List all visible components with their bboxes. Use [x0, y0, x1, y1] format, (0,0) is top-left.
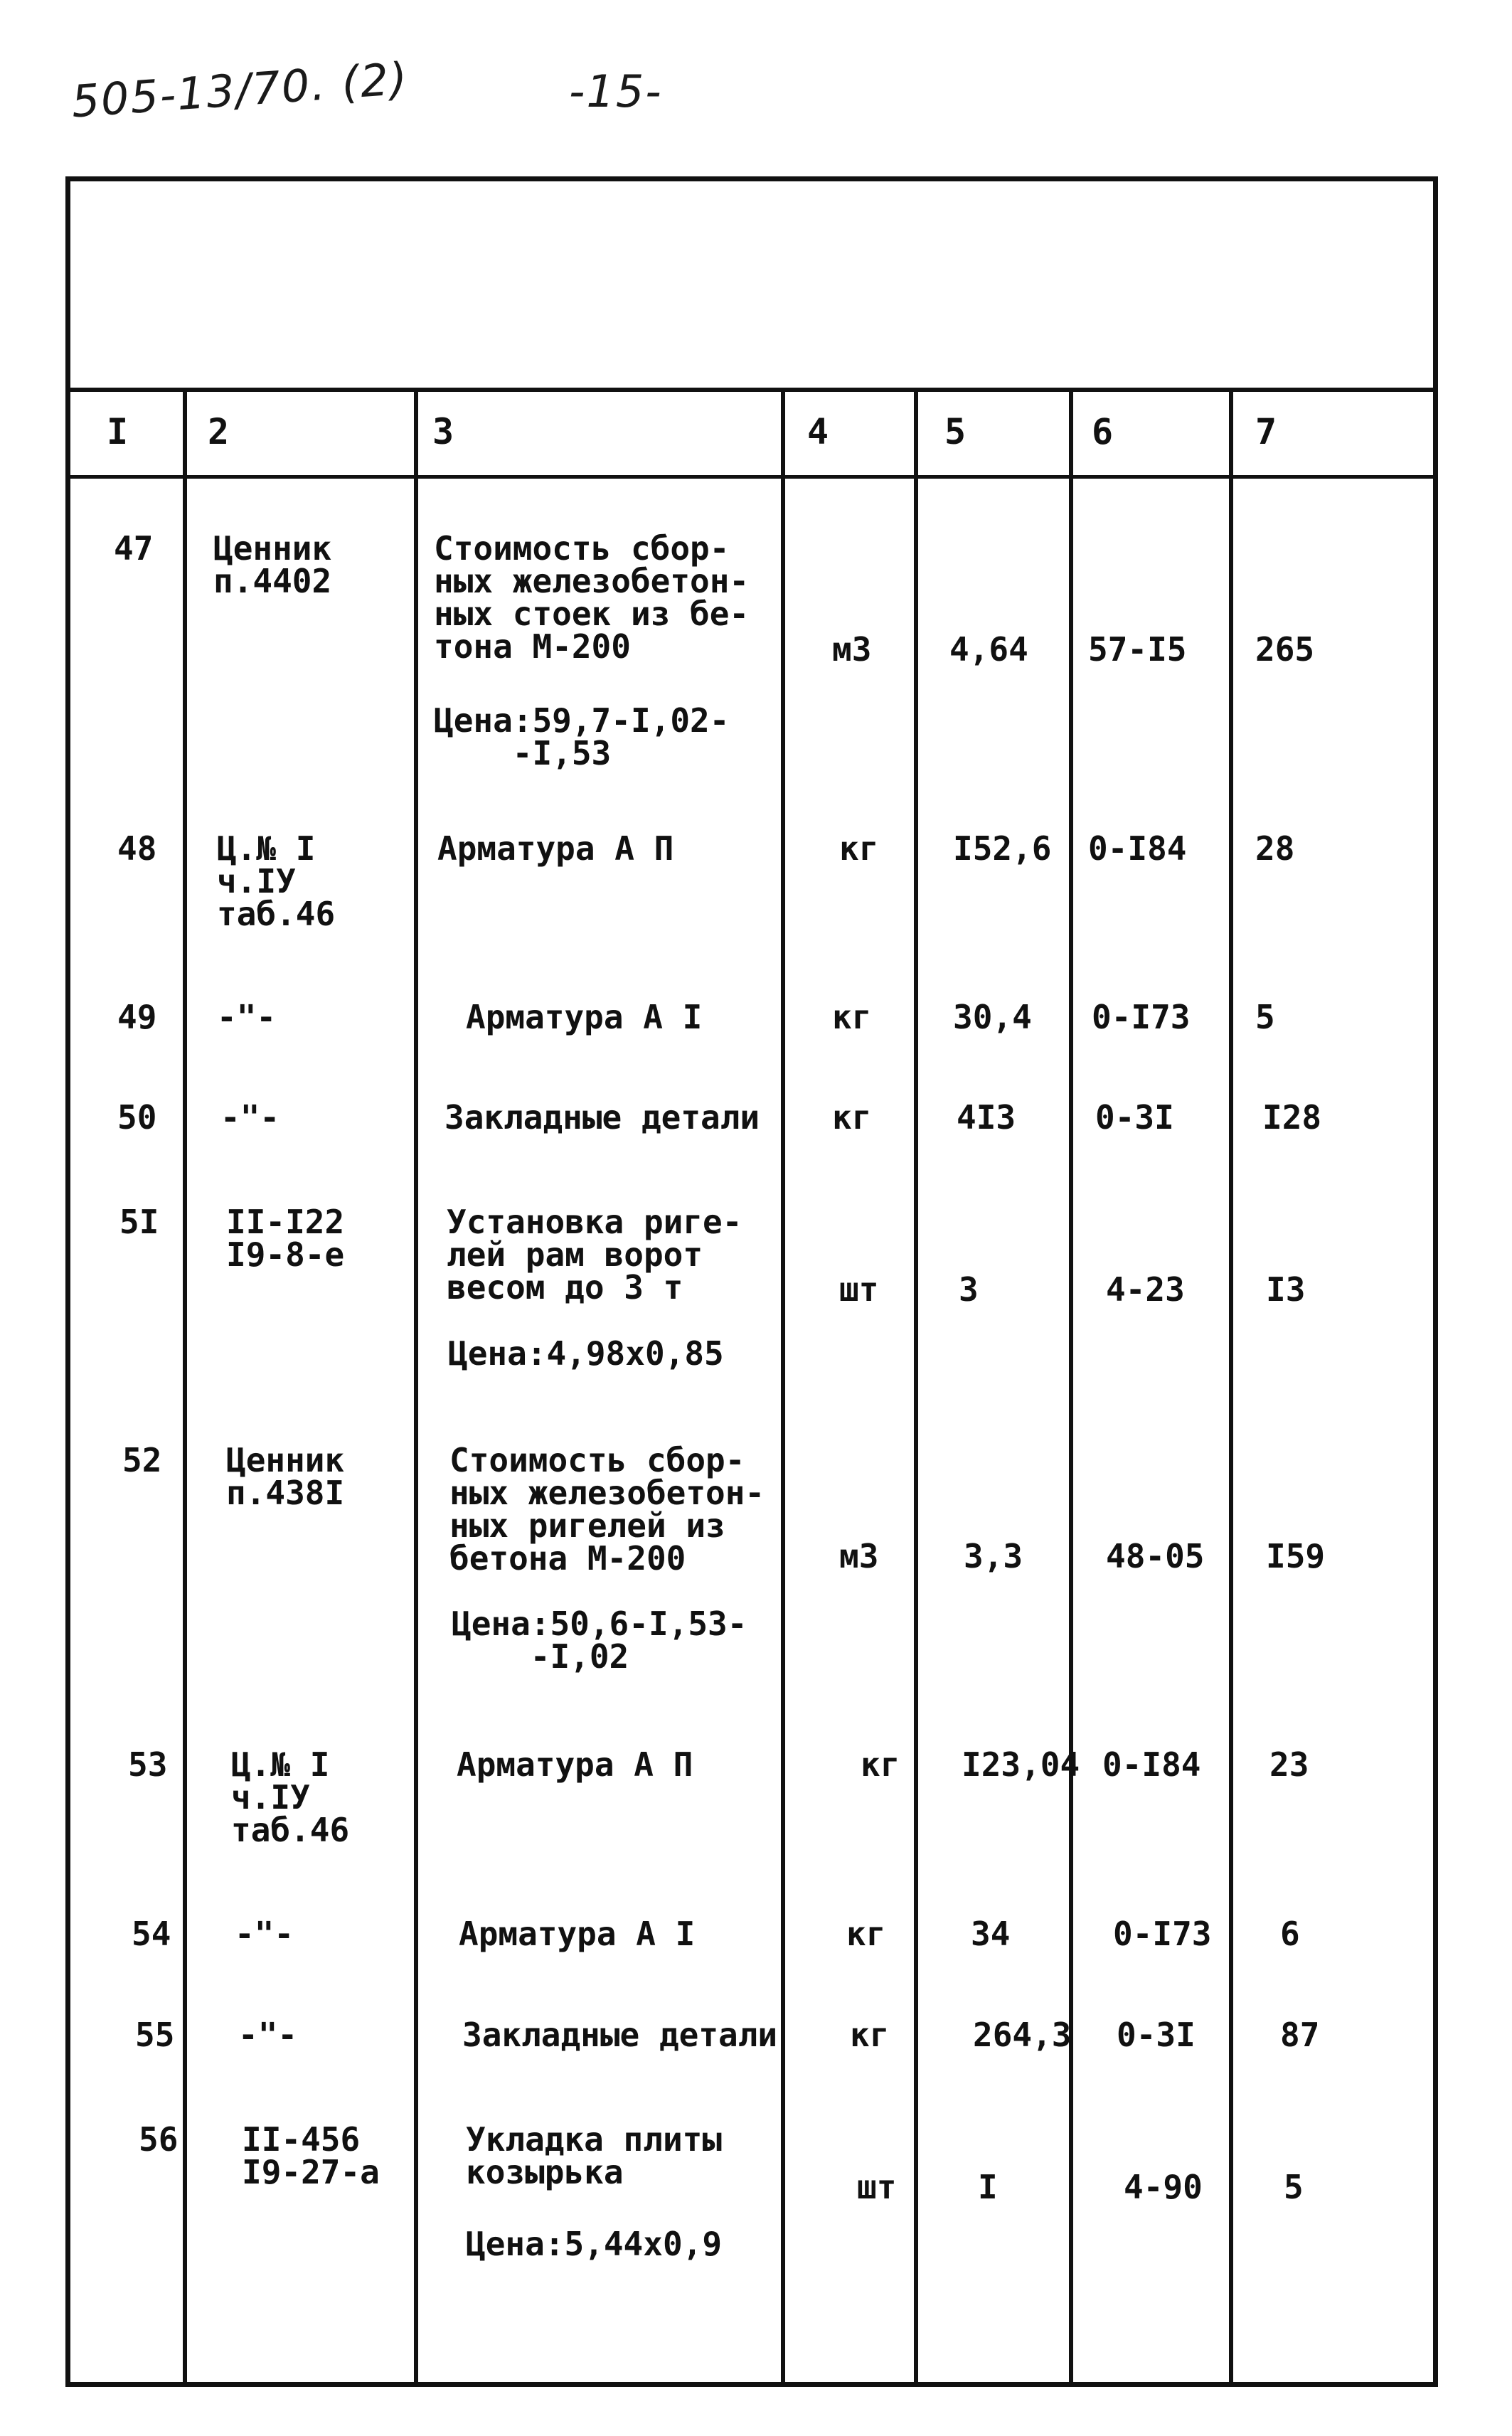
col-divider-3 [781, 390, 785, 2387]
row-number: 52 [122, 1441, 162, 1479]
row-reference: II-I22 I9-8-е [226, 1203, 345, 1274]
row-description: Закладные детали [462, 2016, 778, 2054]
row-unit: кг [846, 1915, 886, 1953]
row-total: 87 [1280, 2016, 1320, 2054]
row-price-note: Цена:59,7-I,02- -I,53 [434, 701, 730, 772]
row-description: Арматура А I [459, 1915, 696, 1953]
row-number: 47 [114, 529, 154, 568]
row-price-note: Цена:50,6-I,53- -I,02 [452, 1605, 747, 1676]
row-unit: кг [832, 1098, 872, 1137]
row-description: Укладка плиты козырька [466, 2120, 723, 2191]
row-description: Стоимость сбор- ных железобетон- ных ригелей из бетона М-200 [449, 1441, 765, 1578]
row-unit-price: 0-3I [1117, 2016, 1196, 2054]
row-unit-price: 57-I5 [1088, 630, 1187, 669]
row-unit-price: 0-I84 [1088, 829, 1187, 868]
header-col-3: 3 [432, 411, 454, 452]
row-unit-price: 0-I73 [1113, 1915, 1212, 1953]
row-price-note: Цена:4,98х0,85 [448, 1334, 724, 1373]
row-reference: -"- [217, 998, 277, 1036]
row-unit-price: 0-3I [1095, 1098, 1174, 1137]
row-total: 6 [1280, 1915, 1300, 1953]
row-quantity: 3,3 [964, 1537, 1023, 1575]
row-quantity: 34 [971, 1915, 1011, 1953]
row-reference: Ценник п.438I [226, 1441, 345, 1512]
row-description: Арматура А П [457, 1745, 693, 1784]
row-total: 28 [1255, 829, 1295, 868]
row-reference: Ц.№ I ч.IУ таб.46 [231, 1745, 350, 1849]
row-quantity: I23,04 [962, 1745, 1080, 1784]
row-reference: -"- [235, 1915, 294, 1953]
col-divider-1 [183, 390, 187, 2387]
header-col-4: 4 [807, 411, 829, 452]
col-divider-4 [914, 390, 918, 2387]
col-divider-6 [1229, 390, 1233, 2387]
row-quantity: 3 [959, 1270, 979, 1309]
handwritten-page-number: -15- [569, 65, 663, 117]
header-col-5: 5 [944, 411, 967, 452]
row-total: 5 [1284, 2168, 1304, 2206]
row-price-note: Цена:5,44х0,9 [466, 2225, 723, 2263]
row-reference: -"- [238, 2016, 298, 2054]
row-unit: шт [839, 1270, 879, 1309]
row-unit-price: 4-90 [1124, 2168, 1203, 2206]
row-quantity: I52,6 [953, 829, 1052, 868]
row-number: 54 [132, 1915, 171, 1953]
row-unit: м3 [839, 1537, 879, 1575]
row-total: I3 [1266, 1270, 1306, 1309]
row-number: 56 [139, 2120, 179, 2159]
row-unit: кг [839, 829, 879, 868]
row-unit: кг [832, 998, 872, 1036]
row-number: 49 [117, 998, 157, 1036]
row-total: 23 [1269, 1745, 1309, 1784]
row-unit: кг [850, 2016, 890, 2054]
header-col-7: 7 [1255, 411, 1277, 452]
header-col-6: 6 [1092, 411, 1114, 452]
row-number: 50 [117, 1098, 157, 1137]
row-quantity: 4I3 [957, 1098, 1016, 1137]
row-number: 5I [119, 1203, 159, 1241]
row-total: I28 [1262, 1098, 1322, 1137]
row-reference: II-456 I9-27-а [242, 2120, 380, 2191]
row-unit: м3 [832, 630, 872, 669]
row-description: Арматура А П [437, 829, 674, 868]
row-unit-price: 48-05 [1106, 1537, 1205, 1575]
row-description: Стоимость сбор- ных железобетон- ных стоек из бе- тона М-200 [434, 529, 750, 666]
row-number: 53 [128, 1745, 168, 1784]
row-quantity: 264,3 [973, 2016, 1072, 2054]
row-number: 48 [117, 829, 157, 868]
row-number: 55 [135, 2016, 175, 2054]
row-unit: кг [861, 1745, 900, 1784]
row-total: 265 [1255, 630, 1315, 669]
row-quantity: 30,4 [953, 998, 1032, 1036]
row-unit-price: 0-I84 [1102, 1745, 1201, 1784]
col-divider-2 [414, 390, 418, 2387]
row-description: Закладные детали [444, 1098, 760, 1137]
row-unit-price: 0-I73 [1092, 998, 1191, 1036]
row-total: I59 [1266, 1537, 1326, 1575]
header-col-1: I [107, 411, 129, 452]
handwritten-doc-code: 505-13/70. (2) [70, 52, 410, 128]
row-total: 5 [1255, 998, 1275, 1036]
col-divider-5 [1069, 390, 1073, 2387]
row-quantity: I [978, 2168, 998, 2206]
row-reference: Ценник п.4402 [213, 529, 332, 600]
row-reference: Ц.№ I ч.IУ таб.46 [217, 829, 336, 933]
row-unit: шт [857, 2168, 897, 2206]
row-quantity: 4,64 [949, 630, 1028, 669]
row-reference: -"- [220, 1098, 280, 1137]
row-description: Арматура А I [466, 998, 703, 1036]
row-unit-price: 4-23 [1106, 1270, 1185, 1309]
row-description: Установка риге- лей рам ворот весом до 3 т [447, 1203, 742, 1307]
header-col-2: 2 [208, 411, 230, 452]
